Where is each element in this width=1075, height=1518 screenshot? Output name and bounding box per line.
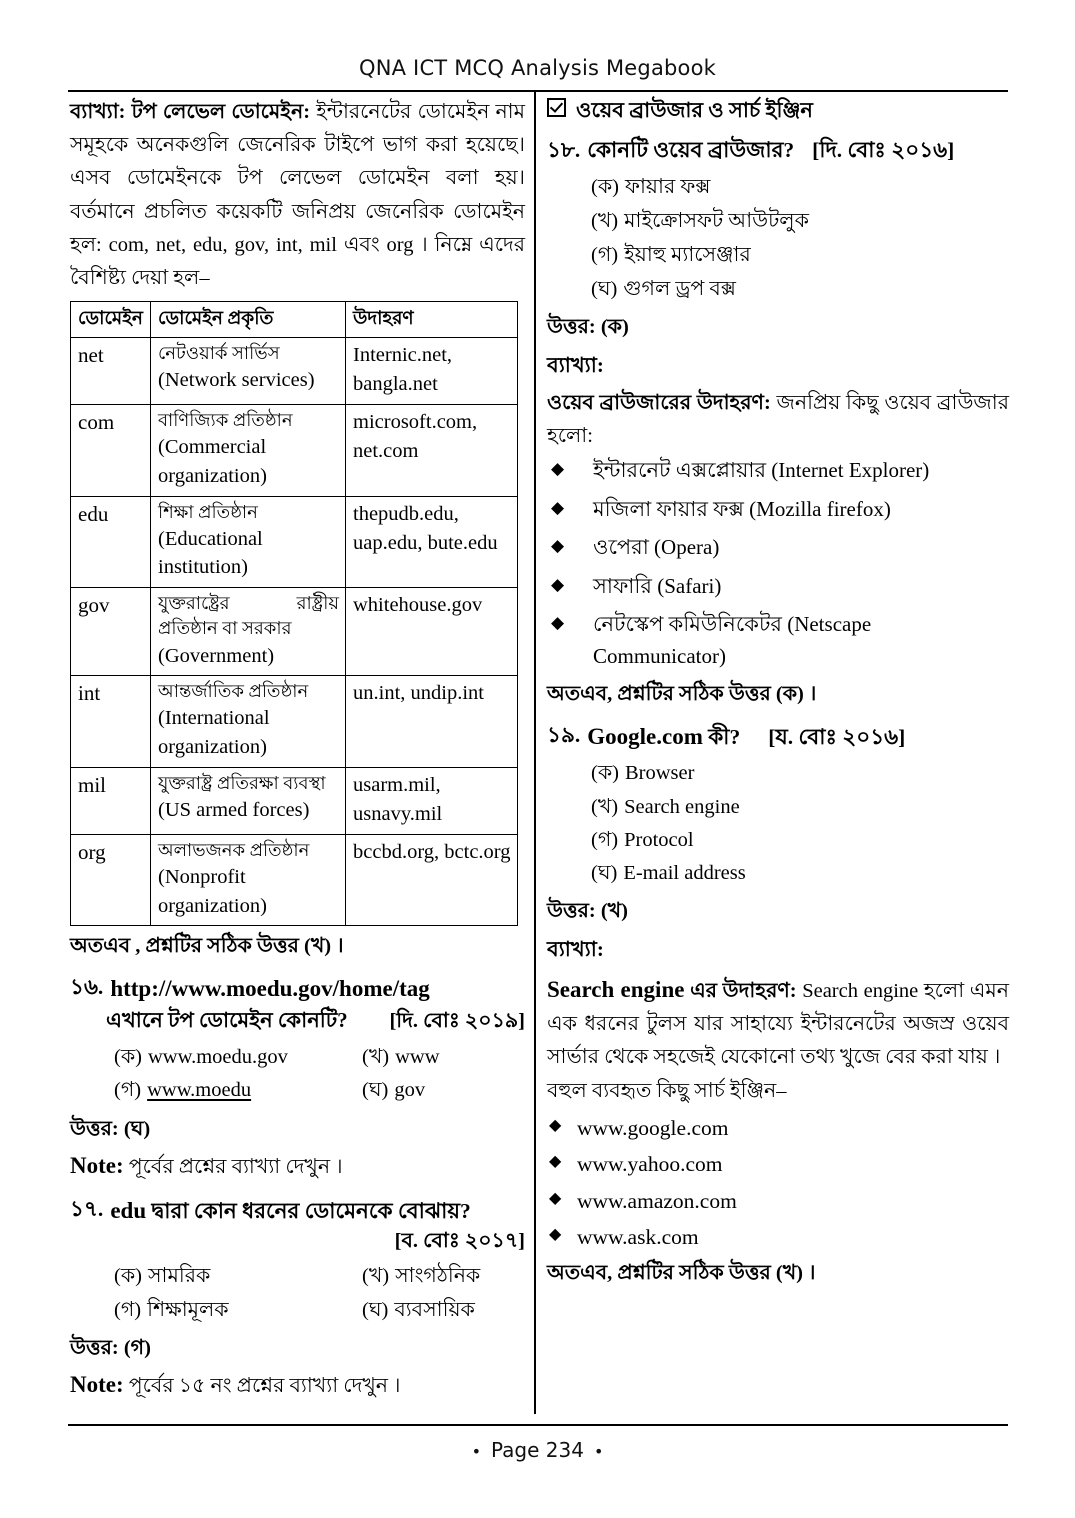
question-19-explanation-label: ব্যাখ্যা: [547, 937, 604, 961]
explanation-topic: টপ লেভেল ডোমেইন: [131, 101, 311, 123]
diamond-bullet-icon: ◆ [551, 536, 565, 556]
list-item: ◆ ইন্টারনেট এক্সপ্লোয়ার (Internet Explorer) [551, 458, 930, 483]
table-row [71, 405, 518, 497]
explanation-paragraph [70, 96, 525, 295]
cell-nature: বাণিজ্যিক প্রতিষ্ঠান (Commercial organization) [151, 405, 346, 497]
option-ga[interactable]: (গ) ইয়াহু ম্যাসেঞ্জার [591, 243, 751, 266]
list-item: ◆ ওপেরা (Opera) [551, 535, 720, 560]
table-row [71, 588, 518, 676]
option-ga[interactable]: (গ) Protocol [591, 828, 694, 851]
question-18-options [591, 171, 1009, 307]
search-engine-list [547, 1112, 1009, 1253]
question-19-conclusion: অতএব, প্রশ্নটির সঠিক উত্তর (খ) । [547, 1262, 816, 1285]
list-item: ◆ নেটস্কেপ কমিউনিকেটর (Netscape Communicator) [551, 612, 872, 668]
option-kha[interactable]: (খ) www [362, 1046, 440, 1069]
question-17-stem-latin: edu [110, 1197, 147, 1223]
question-19-stem-latin: Google.com [587, 724, 703, 750]
diamond-bullet-icon: ◆ [549, 1153, 562, 1171]
question-17-answer: উত্তর: (গ) [70, 1336, 151, 1359]
diamond-bullet-icon: ◆ [551, 459, 565, 479]
question-16-subline [106, 1005, 525, 1037]
cell-example: un.int, undip.int [346, 676, 518, 768]
explanation-body: ইন্টারনেটের ডোমেইন নাম সমূহকে অনেকগুলি জেনেরিক টাইপে ভাগ করা হয়েছে। এসব ডোমেইনকে টপ লেভেল ডোমেইন বলা হয়। বর্তমানে প্রচলিত কয়েকটি জনিপ্রয় জেনেরিক ডোমেইন হল: [70, 101, 526, 256]
cell-domain: net [71, 338, 151, 405]
cell-example: bccbd.org, bctc.org [346, 834, 518, 926]
question-18-answer: উত্তর: (ক) [547, 316, 629, 339]
cell-nature: আন্তর্জাতিক প্রতিষ্ঠান (International organization) [151, 676, 346, 768]
cell-domain: mil [71, 767, 151, 834]
question-16-stem-bn: এখানে টপ ডোমেইন কোনটি? [106, 1008, 348, 1033]
option-ka[interactable]: (ক) সামরিক [114, 1265, 211, 1288]
diamond-bullet-icon: ◆ [549, 1189, 562, 1207]
question-16 [70, 972, 525, 1184]
running-header: QNA ICT MCQ Analysis Megabook [358, 56, 717, 80]
diamond-bullet-icon: ◆ [549, 1117, 562, 1135]
list-item: ◆ www.ask.com [549, 1224, 699, 1249]
option-ga[interactable]: (গ) শিক্ষামূলক [114, 1298, 229, 1321]
cell-nature: নেটওয়ার্ক সার্ভিস (Network services) [151, 338, 346, 405]
cell-example: thepudb.edu, uap.edu, bute.edu [346, 496, 518, 588]
question-16-board: [দি. বোঃ ২০১৯] [389, 1010, 525, 1033]
section-heading-label: ওয়েব ব্রাউজার ও সার্চ ইঞ্জিন [576, 98, 813, 122]
question-16-number: ১৬. [70, 975, 104, 1000]
explanation-body: Search engine হলো এমন এক ধরনের টুলস যার সাহায্যে ইন্টারনেটের অজস্র ওয়েব সার্ভার থেকে সহজেই যেকোনো তথ্য খুজে বের করা যায় । [547, 979, 1009, 1069]
question-18-line [547, 135, 1009, 166]
explanation-title-latin: Search engine [547, 976, 685, 1002]
option-gha[interactable]: (ঘ) E-mail address [591, 862, 746, 885]
option-gha[interactable]: (ঘ) ব্যবসায়িক [362, 1298, 475, 1321]
option-row [114, 1041, 525, 1074]
column-divider [534, 92, 536, 1414]
cell-nature: শিক্ষা প্রতিষ্ঠান (Educational institution) [151, 496, 346, 588]
checkbox-checked-icon [547, 98, 566, 117]
option-ka[interactable]: (ক) Browser [591, 762, 695, 785]
question-18-stem-bn: কোনটি ওয়েব ব্রাউজার? [দি. বোঃ ২০১৬] [587, 138, 955, 163]
list-item: ◆ সাফারি (Safari) [551, 573, 722, 598]
explanation-domains-latin: com, net, edu, gov, int, mil [108, 233, 337, 256]
option-ka[interactable]: (ক) www.moedu.gov [114, 1046, 288, 1069]
note-keyword: Note: [70, 1372, 124, 1398]
question-19-board: [য. বোঃ ২০১৬] [768, 725, 906, 750]
question-19-line [547, 720, 1009, 753]
option-kha[interactable]: (খ) সাংগঠনিক [362, 1265, 481, 1288]
explanation-body-end: । নিম্নে এদের বৈশিষ্ট্য দেয়া হল– [70, 233, 525, 290]
question-18-conclusion: অতএব, প্রশ্নটির সঠিক উত্তর (ক) । [547, 683, 817, 706]
question-17-stem [110, 1194, 525, 1227]
explanation-body: জনপ্রিয় কিছু ওয়েব ব্রাউজার হলো: [547, 391, 1009, 448]
table-header-nature: ডোমেইন প্রকৃতি [151, 302, 346, 338]
explanation-label: ব্যাখ্যা: [70, 101, 126, 123]
option-row [114, 1074, 525, 1107]
option-ka[interactable]: (ক) ফায়ার ফক্স [591, 175, 711, 198]
table-header-row [71, 302, 518, 338]
browser-example-list [547, 455, 1009, 672]
table-row [71, 338, 518, 405]
question-16-stem-latin: http://www.moedu.gov/home/tag [110, 976, 430, 1002]
cell-nature: যুক্তরাষ্ট্র প্রতিরক্ষা ব্যবস্থা (US armed forces) [151, 767, 346, 834]
diamond-bullet-icon: ◆ [551, 497, 565, 517]
question-16-options [114, 1041, 525, 1107]
note-text: পূর্বের ১৫ নং প্রশ্নের ব্যাখ্যা দেখুন । [123, 1375, 401, 1398]
cell-domain: gov [71, 588, 151, 676]
table-row [71, 496, 518, 588]
list-item: ◆ www.amazon.com [549, 1188, 737, 1213]
note-keyword: Note: [70, 1153, 124, 1179]
diamond-bullet-icon: ◆ [551, 574, 565, 594]
cell-example: usarm.mil, usnavy.mil [346, 767, 518, 834]
option-gha[interactable]: (ঘ) গুগল ড্রপ বক্স [591, 278, 736, 301]
page-footer [0, 1438, 1075, 1462]
question-19-stem-bn: কী? [702, 725, 741, 750]
question-17 [70, 1194, 525, 1403]
cell-example: microsoft.com, net.com [346, 405, 518, 497]
option-gha[interactable]: (ঘ) gov [362, 1079, 426, 1102]
question-19-options [591, 757, 1009, 890]
list-item: ◆ www.yahoo.com [549, 1152, 723, 1177]
option-row [114, 1260, 525, 1293]
question-19 [547, 720, 1009, 1289]
question-17-note [70, 1368, 525, 1403]
question-19-list-intro: বহুল ব্যবহৃত কিছু সার্চ ইঞ্জিন– [547, 1080, 787, 1103]
question-19-answer: উত্তর: (খ) [547, 900, 628, 923]
option-ga[interactable]: (গ) www.moedu [114, 1079, 252, 1102]
explanation-title: ওয়েব ব্রাউজারের উদাহরণ: [547, 391, 771, 414]
question-19-number: ১৯. [547, 723, 581, 748]
option-kha[interactable]: (খ) Search engine [591, 795, 740, 818]
footer-dot-left: • [471, 1442, 482, 1461]
domain-table [70, 301, 518, 926]
diamond-bullet-icon: ◆ [549, 1225, 562, 1243]
table-row [71, 767, 518, 834]
page-number: Page 234 [491, 1438, 584, 1462]
right-column [547, 96, 1009, 1295]
explanation-title-bn: এর উদাহরণ: [684, 979, 797, 1002]
question-18-explanation-label: ব্যাখ্যা: [547, 353, 604, 378]
table-header-domain: ডোমেইন [71, 302, 151, 338]
explanation-body-mid: এবং [336, 233, 387, 256]
question-19-stem [587, 720, 1009, 753]
table-row [71, 676, 518, 768]
left-column [70, 96, 525, 1408]
cell-nature: অলাভজনক প্রতিষ্ঠান (Nonprofit organization) [151, 834, 346, 926]
explanation-domain-last: org [386, 233, 414, 256]
option-kha[interactable]: (খ) মাইক্রোসফট আউটলুক [591, 209, 809, 232]
footer-rule [68, 1424, 1008, 1426]
question-16-answer: উত্তর: (ঘ) [70, 1117, 151, 1140]
footer-dot-right: • [593, 1442, 604, 1461]
cell-nature: যুক্তরাষ্ট্রের রাষ্ট্রীয় প্রতিষ্ঠান বা সরকার (Government) [151, 588, 346, 676]
diamond-bullet-icon: ◆ [551, 613, 565, 633]
list-item: ◆ www.google.com [549, 1116, 729, 1141]
question-17-board: [ব. বোঃ ২০১৭] [394, 1230, 525, 1253]
table-header-example: উদাহরণ [346, 302, 518, 338]
question-18-number: ১৮. [547, 138, 581, 163]
question-17-stem-bn: দ্বারা কোন ধরনের ডোমেনকে বোঝায়? [146, 1198, 471, 1223]
question-18-explanation [547, 387, 1009, 453]
section-heading [547, 96, 1009, 125]
list-item: ◆ মজিলা ফায়ার ফক্স (Mozilla firefox) [551, 496, 891, 521]
option-row [114, 1294, 525, 1327]
question-17-options [114, 1260, 525, 1326]
header-rule [68, 90, 1008, 92]
question-17-line [70, 1194, 525, 1227]
question-16-line [70, 972, 525, 1005]
question-19-explanation [547, 971, 1009, 1075]
note-text: পূর্বের প্রশ্নের ব্যাখ্যা দেখুন । [123, 1156, 343, 1179]
question-16-note [70, 1149, 525, 1184]
question-18 [547, 135, 1009, 710]
cell-domain: edu [71, 496, 151, 588]
cell-example: whitehouse.gov [346, 588, 518, 676]
question-17-number: ১৭. [70, 1196, 104, 1221]
conclusion-q15: অতএব , প্রশ্নটির সঠিক উত্তর (খ) । [70, 935, 344, 958]
cell-domain: com [71, 405, 151, 497]
question-18-board: [দি. বোঃ ২০১৬] [812, 138, 955, 163]
cell-domain: org [71, 834, 151, 926]
cell-domain: int [71, 676, 151, 768]
cell-example: Internic.net, bangla.net [346, 338, 518, 405]
table-row [71, 834, 518, 926]
